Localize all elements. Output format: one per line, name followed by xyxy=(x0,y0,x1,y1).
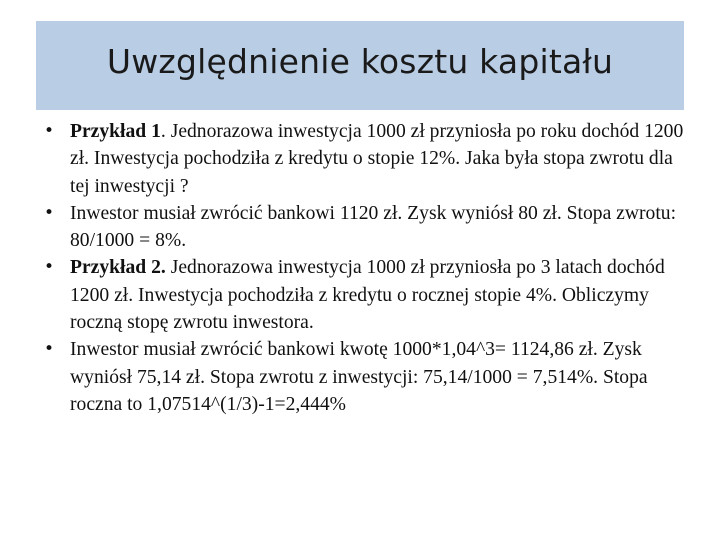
bullet-marker: • xyxy=(44,121,55,141)
bullet-text: . Jednorazowa inwestycja 1000 zł przyniosła po roku dochód 1200 zł. Inwestycja pochodziła z kredytu o stopie 12%. Jaka była stopa zwrotu dla tej inwestycji ? xyxy=(70,121,684,197)
bullet-item-2 xyxy=(44,200,694,255)
bullet-marker: • xyxy=(44,202,55,223)
example-label: Przykład 2. xyxy=(70,257,166,279)
bullet-marker: • xyxy=(44,257,55,278)
bullet-item-4 xyxy=(44,336,694,418)
slide-title: Uwzględnienie kosztu kapitału xyxy=(106,42,614,81)
example-label: Przykład 1 xyxy=(70,121,161,142)
title-banner xyxy=(36,21,684,110)
bullet-text: Inwestor musiał zwrócić bankowi 1120 zł. Zysk wyniósł 80 zł. Stopa zwrotu: 80/1000 = 8%. xyxy=(70,202,677,252)
bullet-list xyxy=(44,118,694,418)
bullet-text: Jednorazowa inwestycja 1000 zł przyniosła po 3 latach dochód 1200 zł. Inwestycja pochodziła z kredytu o rocznej stopie 4%. Obliczymy roczną stopę zwrotu inwestora. xyxy=(70,257,665,334)
bullet-text: Inwestor musiał zwrócić bankowi kwotę 1000*1,04^3= 1124,86 zł. Zysk wyniósł 75,14 zł. Stopa zwrotu z inwestycji: 75,14/1000 = 7,514%. Stopa roczna to 1,07514^(1/3)-1=2,444% xyxy=(70,339,648,415)
bullet-item-1 xyxy=(44,118,694,200)
bullet-item-3 xyxy=(44,254,694,336)
bullet-marker: • xyxy=(44,339,55,360)
